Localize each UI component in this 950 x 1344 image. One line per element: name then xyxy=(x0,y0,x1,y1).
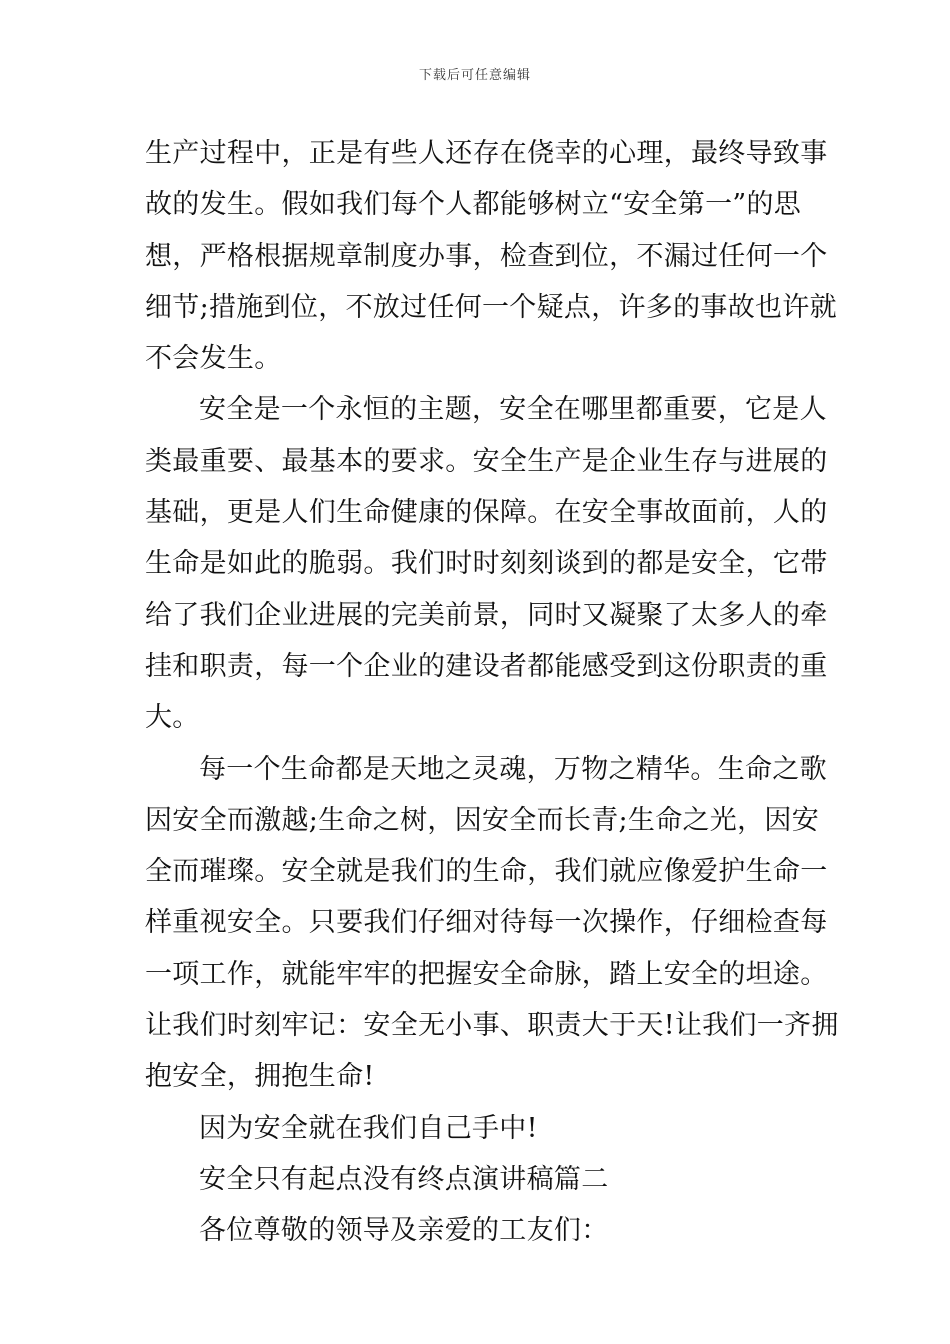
text-line: 挂和职责，每一个企业的建设者都能感受到这份职责的重 xyxy=(145,650,828,682)
paragraph-start-line: 每一个生命都是天地之灵魂，万物之精华。生命之歌 xyxy=(199,753,827,785)
paragraph-start-line: 安全是一个永恒的主题，安全在哪里都重要，它是人 xyxy=(199,394,827,426)
text-line: 一项工作，就能牢牢的把握安全命脉，踏上安全的坦途。 xyxy=(145,958,828,990)
salutation-line: 各位尊敬的领导及亲爱的工友们： xyxy=(199,1215,609,1247)
text-line: 细节;措施到位，不放过任何一个疑点，许多的事故也许就 xyxy=(145,291,837,323)
text-line: 给了我们企业进展的完美前景，同时又凝聚了太多人的牵 xyxy=(145,599,828,631)
text-line: 不会发生。 xyxy=(145,343,282,375)
text-line: 让我们时刻牢记：安全无小事、职责大于天!让我们一齐拥 xyxy=(145,1010,839,1042)
text-line: 全而璀璨。安全就是我们的生命，我们就应像爱护生命一 xyxy=(145,856,828,888)
text-line: 大。 xyxy=(145,702,200,734)
text-line: 想，严格根据规章制度办事，检查到位，不漏过任何一个 xyxy=(145,240,828,272)
text-line: 因安全而激越;生命之树，因安全而长青;生命之光，因安 xyxy=(145,804,819,836)
text-line: 类最重要、最基本的要求。安全生产是企业生存与进展的 xyxy=(145,445,828,477)
document-body xyxy=(145,128,839,1257)
text-line: 故的发生。假如我们每个人都能够树立“安全第一”的思 xyxy=(145,189,802,221)
section-heading: 安全只有起点没有终点演讲稿篇二 xyxy=(199,1163,609,1195)
text-line: 生命是如此的脆弱。我们时时刻刻谈到的都是安全，它带 xyxy=(145,548,828,580)
text-line: 生产过程中，正是有些人还存在侥幸的心理，最终导致事 xyxy=(145,138,828,169)
text-line: 样重视安全。只要我们仔细对待每一次操作，仔细检查每 xyxy=(145,907,828,939)
page-header-note: 下载后可任意编辑 xyxy=(418,68,531,83)
paragraph-start-line: 因为安全就在我们自己手中! xyxy=(199,1112,538,1144)
text-line: 基础，更是人们生命健康的保障。在安全事故面前，人的 xyxy=(145,497,828,529)
text-line: 抱安全，拥抱生命! xyxy=(145,1061,375,1093)
